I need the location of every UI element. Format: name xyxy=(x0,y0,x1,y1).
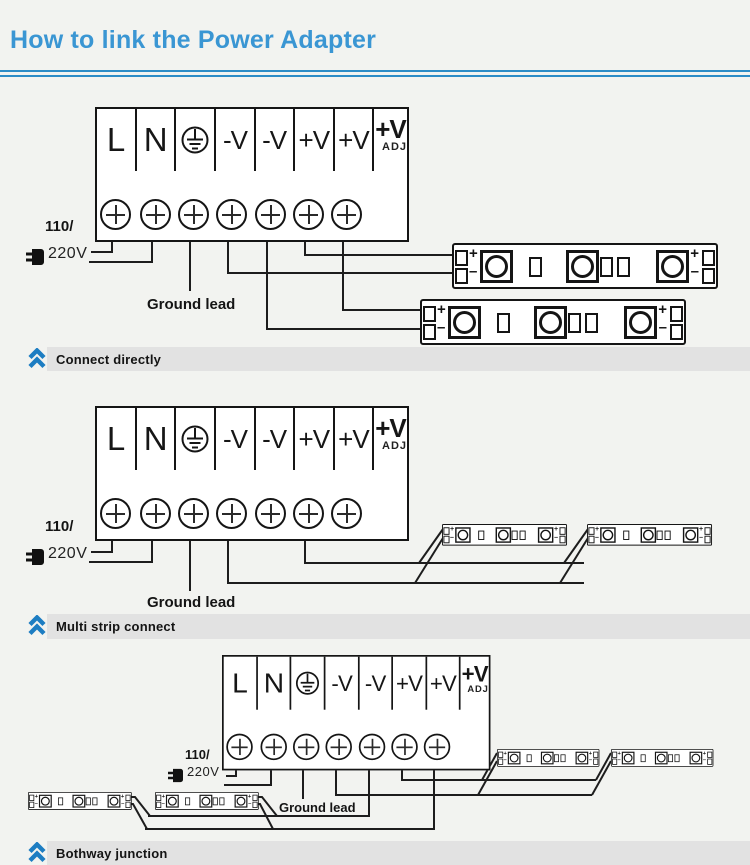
polarity-minus-label: – xyxy=(588,756,593,764)
solder-pad xyxy=(156,795,161,801)
solder-pad xyxy=(253,802,258,808)
polarity-plus-label: + xyxy=(503,749,507,757)
led xyxy=(576,752,589,765)
resistor xyxy=(520,531,526,540)
terminal-row xyxy=(224,657,489,710)
resistor xyxy=(623,531,629,540)
polarity-plus-label: + xyxy=(698,524,704,533)
polarity-plus-label: + xyxy=(690,245,699,262)
screw-terminal xyxy=(100,199,131,230)
polarity-plus-label: + xyxy=(34,792,39,800)
screw-terminal xyxy=(100,498,131,529)
led xyxy=(641,527,657,543)
resistor xyxy=(219,797,224,805)
terminal-plusV: +V xyxy=(295,109,335,171)
polarity-minus-label: – xyxy=(699,533,704,542)
solder-pad xyxy=(443,536,449,544)
double-chevron-up-icon xyxy=(28,615,46,636)
screw-terminal xyxy=(331,498,362,529)
terminal-plusV: +V xyxy=(335,109,374,171)
led-chip xyxy=(577,754,586,763)
solder-pad xyxy=(588,536,594,544)
section-bar-multi-strip-connect xyxy=(47,614,750,639)
resistor xyxy=(512,531,518,540)
polarity-plus-label: + xyxy=(553,524,559,533)
resistor xyxy=(529,257,542,277)
section-label: Bothway junction xyxy=(56,845,168,861)
adj-label: ADJ xyxy=(467,684,489,695)
terminal-label: +V xyxy=(375,413,406,443)
screw-terminal xyxy=(331,199,362,230)
led xyxy=(534,306,567,339)
led-chip xyxy=(543,754,552,763)
polarity-plus-label: + xyxy=(120,792,125,800)
resistor xyxy=(92,797,97,805)
terminal-earth xyxy=(176,109,216,171)
polarity-plus-label: + xyxy=(449,524,455,533)
resistor xyxy=(568,313,581,333)
solder-pad xyxy=(455,250,468,266)
resistor xyxy=(497,313,510,333)
section-label: Connect directly xyxy=(56,351,162,367)
screw-terminal xyxy=(178,498,209,529)
power-adapter xyxy=(95,107,409,242)
power-adapter xyxy=(95,406,409,541)
led-strip xyxy=(497,749,599,767)
terminal-row xyxy=(97,109,407,171)
solder-pad xyxy=(670,324,683,340)
terminal-plusV-adj xyxy=(374,408,407,470)
led-chip xyxy=(237,797,246,806)
led-chip xyxy=(643,530,654,541)
polarity-minus-label: – xyxy=(248,799,252,807)
terminal-row xyxy=(97,408,407,470)
resistor xyxy=(86,797,91,805)
led xyxy=(624,306,657,339)
polarity-minus-label: – xyxy=(658,319,667,336)
led-chip xyxy=(110,797,119,806)
led-chip xyxy=(657,754,666,763)
screw-terminal xyxy=(293,734,320,761)
led xyxy=(480,250,513,283)
wire-tap xyxy=(415,538,443,583)
polarity-plus-label: + xyxy=(161,792,166,800)
solder-pad xyxy=(560,527,566,535)
voltage-label: 110/ xyxy=(185,747,210,762)
led-chip xyxy=(691,754,700,763)
ground-lead-label: Ground lead xyxy=(147,296,236,313)
solder-pad xyxy=(670,306,683,322)
screw-terminal xyxy=(293,498,324,529)
solder-pad xyxy=(702,250,715,266)
resistor xyxy=(185,797,190,805)
polarity-minus-label: – xyxy=(702,756,707,764)
screw-terminal xyxy=(424,734,451,761)
power-adapter xyxy=(222,655,490,770)
led-strip xyxy=(28,792,132,810)
screw-terminal xyxy=(226,734,253,761)
double-chevron-up-icon xyxy=(28,842,46,863)
led xyxy=(448,306,481,339)
polarity-plus-label: + xyxy=(702,749,707,757)
polarity-plus-label: + xyxy=(247,792,252,800)
ground-lead-label: Ground lead xyxy=(147,594,236,611)
voltage-label: 220V xyxy=(187,764,220,779)
earth-ground-icon xyxy=(295,669,321,698)
solder-pad xyxy=(702,268,715,284)
resistor xyxy=(585,313,598,333)
terminal-N: N xyxy=(258,657,291,710)
polarity-minus-label: – xyxy=(503,756,507,764)
led-chip xyxy=(510,754,519,763)
section-bar-connect-directly xyxy=(47,347,750,371)
solder-pad xyxy=(126,795,131,801)
led xyxy=(541,752,554,765)
solder-pad xyxy=(707,759,712,765)
polarity-minus-label: – xyxy=(554,533,559,542)
led xyxy=(566,250,599,283)
led-chip xyxy=(201,797,210,806)
terminal-L: L xyxy=(97,109,137,171)
screw-terminal xyxy=(178,199,209,230)
wire-tap xyxy=(130,797,150,816)
polarity-plus-label: + xyxy=(588,749,593,757)
wire-tap xyxy=(257,797,277,816)
led xyxy=(455,527,471,543)
resistor xyxy=(554,754,559,762)
led-chip xyxy=(603,530,614,541)
led xyxy=(508,752,521,765)
adj-label: ADJ xyxy=(382,141,408,153)
polarity-plus-label: + xyxy=(437,301,446,318)
polarity-minus-label: – xyxy=(594,533,599,542)
led-chip xyxy=(485,255,508,278)
resistor xyxy=(600,257,613,277)
resistor xyxy=(617,257,630,277)
terminal-minusV: -V xyxy=(359,657,392,710)
polarity-plus-label: + xyxy=(594,524,600,533)
adj-label: ADJ xyxy=(382,440,408,452)
solder-pad xyxy=(455,268,468,284)
section-label: Multi strip connect xyxy=(56,619,176,634)
led xyxy=(655,752,668,765)
solder-pad xyxy=(498,759,503,765)
terminal-L: L xyxy=(224,657,258,710)
solder-pad xyxy=(498,752,503,758)
resistor xyxy=(58,797,63,805)
terminal-plusV-adj xyxy=(374,109,407,171)
plug-icon xyxy=(25,548,45,566)
terminal-minusV: -V xyxy=(256,408,295,470)
solder-pad xyxy=(156,802,161,808)
led xyxy=(199,795,212,808)
led xyxy=(656,250,689,283)
screw-terminal xyxy=(140,199,171,230)
screw-terminal xyxy=(325,734,352,761)
resistor xyxy=(561,754,566,762)
resistor xyxy=(657,531,663,540)
led-chip xyxy=(539,311,562,334)
plug-icon xyxy=(167,768,184,783)
solder-pad xyxy=(588,527,594,535)
screw-terminal xyxy=(255,498,286,529)
polarity-plus-label: + xyxy=(617,749,621,757)
led-chip xyxy=(74,797,83,806)
led-strip xyxy=(452,243,718,289)
led xyxy=(683,527,699,543)
earth-ground-icon xyxy=(180,123,210,157)
led xyxy=(235,795,248,808)
led xyxy=(622,752,635,765)
page-title: How to link the Power Adapter xyxy=(10,26,377,54)
terminal-plusV: +V xyxy=(295,408,335,470)
led-chip xyxy=(41,797,50,806)
terminal-N: N xyxy=(137,109,176,171)
terminal-label: +V xyxy=(375,114,406,144)
led-strip xyxy=(587,524,712,546)
polarity-minus-label: – xyxy=(469,263,478,280)
terminal-minusV: -V xyxy=(256,109,295,171)
voltage-label: 110/ xyxy=(45,518,74,535)
solder-pad xyxy=(593,752,598,758)
led xyxy=(39,795,52,808)
solder-pad xyxy=(707,752,712,758)
led-chip xyxy=(624,754,633,763)
terminal-plusV: +V xyxy=(393,657,427,710)
plug-icon xyxy=(25,248,45,266)
screw-terminal xyxy=(391,734,418,761)
polarity-minus-label: – xyxy=(34,799,38,807)
solder-pad xyxy=(29,802,34,808)
screw-terminal xyxy=(216,199,247,230)
terminal-L: L xyxy=(97,408,137,470)
resistor xyxy=(675,754,680,762)
resistor xyxy=(478,531,484,540)
section-bar-bothway-junction xyxy=(47,841,750,865)
led-chip xyxy=(168,797,177,806)
resistor xyxy=(641,754,646,762)
terminal-minusV: -V xyxy=(326,657,359,710)
solder-pad xyxy=(705,536,711,544)
led-chip xyxy=(498,530,509,541)
solder-pad xyxy=(253,795,258,801)
led-chip xyxy=(540,530,551,541)
solder-pad xyxy=(443,527,449,535)
led-chip xyxy=(571,255,594,278)
led xyxy=(166,795,179,808)
terminal-minusV: -V xyxy=(216,109,255,171)
led-chip xyxy=(685,530,696,541)
resistor xyxy=(527,754,532,762)
terminal-plusV: +V xyxy=(427,657,460,710)
solder-pad xyxy=(560,536,566,544)
terminal-N: N xyxy=(137,408,176,470)
led-chip xyxy=(629,311,652,334)
solder-pad xyxy=(423,324,436,340)
solder-pad xyxy=(29,795,34,801)
terminal-earth xyxy=(291,657,325,710)
led xyxy=(72,795,85,808)
solder-pad xyxy=(423,306,436,322)
terminal-earth xyxy=(176,408,216,470)
resistor xyxy=(213,797,218,805)
solder-pad xyxy=(126,802,131,808)
led xyxy=(690,752,703,765)
solder-pad xyxy=(612,752,617,758)
led-strip xyxy=(420,299,686,345)
led-chip xyxy=(453,311,476,334)
resistor xyxy=(668,754,673,762)
solder-pad xyxy=(705,527,711,535)
screw-terminal xyxy=(359,734,386,761)
terminal-minusV: -V xyxy=(216,408,255,470)
polarity-minus-label: – xyxy=(690,263,699,280)
polarity-minus-label: – xyxy=(449,533,454,542)
polarity-minus-label: – xyxy=(437,319,446,336)
screw-terminal xyxy=(255,199,286,230)
led-strip xyxy=(155,792,259,810)
led xyxy=(600,527,616,543)
terminal-plusV: +V xyxy=(335,408,374,470)
voltage-label: 220V xyxy=(48,545,88,562)
voltage-label: 220V xyxy=(48,245,88,262)
polarity-minus-label: – xyxy=(617,756,621,764)
screw-terminal xyxy=(260,734,287,761)
polarity-minus-label: – xyxy=(161,799,165,807)
earth-ground-icon xyxy=(180,422,210,456)
led-strip xyxy=(611,749,713,767)
double-chevron-up-icon xyxy=(28,348,46,369)
resistor xyxy=(665,531,671,540)
led-strip xyxy=(442,524,567,546)
screw-terminal xyxy=(293,199,324,230)
terminal-label: +V xyxy=(461,660,488,687)
screw-terminal xyxy=(140,498,171,529)
led xyxy=(496,527,512,543)
ground-lead-label: Ground lead xyxy=(279,800,356,815)
screw-terminal xyxy=(216,498,247,529)
polarity-plus-label: + xyxy=(658,301,667,318)
polarity-minus-label: – xyxy=(121,799,125,807)
voltage-label: 110/ xyxy=(45,218,74,235)
led xyxy=(108,795,121,808)
polarity-plus-label: + xyxy=(469,245,478,262)
led-chip xyxy=(458,530,469,541)
led xyxy=(538,527,554,543)
led-chip xyxy=(661,255,684,278)
solder-pad xyxy=(612,759,617,765)
solder-pad xyxy=(593,759,598,765)
terminal-plusV-adj xyxy=(461,657,489,710)
